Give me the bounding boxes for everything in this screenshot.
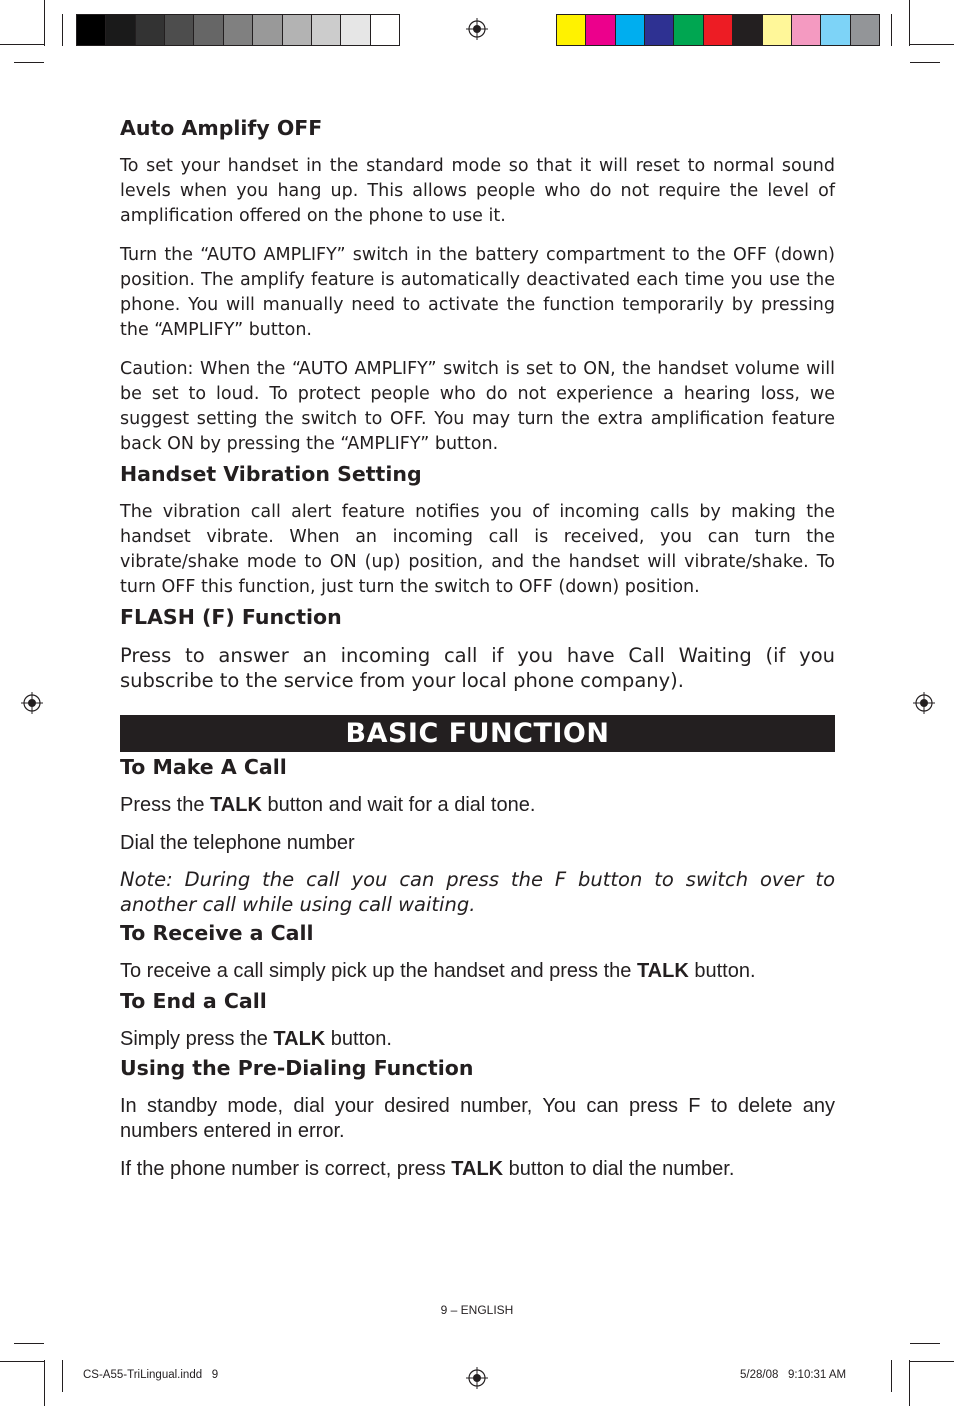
- process-color-bar: [556, 14, 880, 46]
- crop-mark: [14, 62, 44, 63]
- paragraph: Simply press the TALK button.: [120, 1028, 392, 1050]
- registration-mark-icon: [913, 692, 935, 714]
- color-swatch: [106, 15, 135, 45]
- color-swatch: [586, 15, 615, 45]
- color-swatch: [224, 15, 253, 45]
- color-swatch: [616, 15, 645, 45]
- crop-mark: [62, 1360, 63, 1392]
- crop-mark: [891, 1360, 892, 1392]
- crop-mark: [909, 1360, 910, 1406]
- color-swatch: [674, 15, 703, 45]
- grayscale-color-bar: [76, 14, 400, 46]
- color-swatch: [77, 15, 106, 45]
- color-swatch: [645, 15, 674, 45]
- color-swatch: [557, 15, 586, 45]
- color-swatch: [851, 15, 879, 45]
- crop-mark: [910, 1361, 954, 1362]
- color-swatch: [194, 15, 223, 45]
- paragraph: To receive a call simply pick up the handset and press the TALK button.: [120, 960, 756, 982]
- talk-key-label: TALK: [636, 960, 689, 982]
- talk-key-label: TALK: [451, 1158, 504, 1180]
- registration-mark-icon: [21, 692, 43, 714]
- crop-mark: [0, 44, 44, 45]
- section-heading-auto-amplify: Auto Amplify OFF: [120, 116, 323, 140]
- section-heading-end-call: To End a Call: [120, 989, 267, 1013]
- paragraph: Press the TALK button and wait for a dial tone.: [120, 794, 536, 816]
- crop-mark: [14, 1343, 44, 1344]
- page-number: 9 – ENGLISH: [440, 1303, 514, 1317]
- color-swatch: [341, 15, 370, 45]
- crop-mark: [909, 0, 910, 46]
- paragraph: Press to answer an incoming call if you have Call Waiting (if you subscribe to the service from your local phone company).: [120, 644, 835, 692]
- section-heading-flash: FLASH (F) Function: [120, 605, 342, 629]
- paragraph: In standby mode, dial your desired number, You can press F to delete any numbers entered in error.: [120, 1095, 835, 1142]
- talk-key-label: TALK: [210, 794, 262, 816]
- crop-mark: [910, 1343, 940, 1344]
- section-heading-make-call: To Make A Call: [120, 755, 287, 779]
- color-swatch: [165, 15, 194, 45]
- crop-mark: [891, 14, 892, 46]
- caution-paragraph: Caution: When the “AUTO AMPLIFY” switch is set to ON, the handset volume will be set to loud. To protect people who do not experience a hearing loss, we suggest setting the switch to OFF. You may turn the extra amplification feature back ON by pressing the “AMPLIFY” button.: [120, 359, 835, 454]
- section-heading-pre-dial: Using the Pre-Dialing Function: [120, 1056, 474, 1080]
- registration-mark-icon: [466, 1367, 488, 1389]
- print-slug-filename: CS-A55-TriLingual.indd 9: [83, 1369, 219, 1381]
- section-banner: BASIC FUNCTION: [120, 715, 835, 752]
- section-heading-vibration: Handset Vibration Setting: [120, 462, 422, 486]
- crop-mark: [0, 1361, 44, 1362]
- print-slug-timestamp: 5/28/08 9:10:31 AM: [740, 1369, 847, 1381]
- paragraph: To set your handset in the standard mode so that it will reset to normal sound levels when you hang up. This allows people who do not require the level of amplification offered on the phone to use it.: [120, 156, 835, 226]
- crop-mark: [910, 62, 940, 63]
- crop-mark: [62, 14, 63, 46]
- crop-mark: [44, 0, 45, 46]
- talk-key-label: TALK: [273, 1028, 326, 1050]
- color-swatch: [763, 15, 792, 45]
- color-swatch: [704, 15, 733, 45]
- paragraph: Dial the telephone number: [120, 832, 355, 854]
- registration-mark-icon: [466, 18, 488, 40]
- crop-mark: [44, 1360, 45, 1406]
- section-heading-receive-call: To Receive a Call: [120, 921, 314, 945]
- color-swatch: [283, 15, 312, 45]
- color-swatch: [312, 15, 341, 45]
- manual-page-content: [120, 114, 835, 1182]
- color-swatch: [792, 15, 821, 45]
- crop-mark: [910, 44, 954, 45]
- paragraph: The vibration call alert feature notifies you of incoming calls by making the handset vibrate. When an incoming call is received, you can turn the vibrate/shake mode to ON (up) position, and the handset will vibrate/shake. To turn OFF this function, just turn the switch to OFF (down) position.: [120, 502, 835, 597]
- color-swatch: [136, 15, 165, 45]
- note-paragraph: Note: During the call you can press the F button to switch over to another call while using call waiting.: [120, 868, 835, 916]
- color-swatch: [371, 15, 399, 45]
- paragraph: If the phone number is correct, press TALK button to dial the number.: [120, 1158, 735, 1180]
- color-swatch: [733, 15, 762, 45]
- color-swatch: [821, 15, 850, 45]
- color-swatch: [253, 15, 282, 45]
- paragraph: Turn the “AUTO AMPLIFY” switch in the battery compartment to the OFF (down) position. The amplify feature is automatically deactivated each time you use the phone. You will manually need to activate the function temporarily by pressing the “AMPLIFY” button.: [120, 245, 835, 340]
